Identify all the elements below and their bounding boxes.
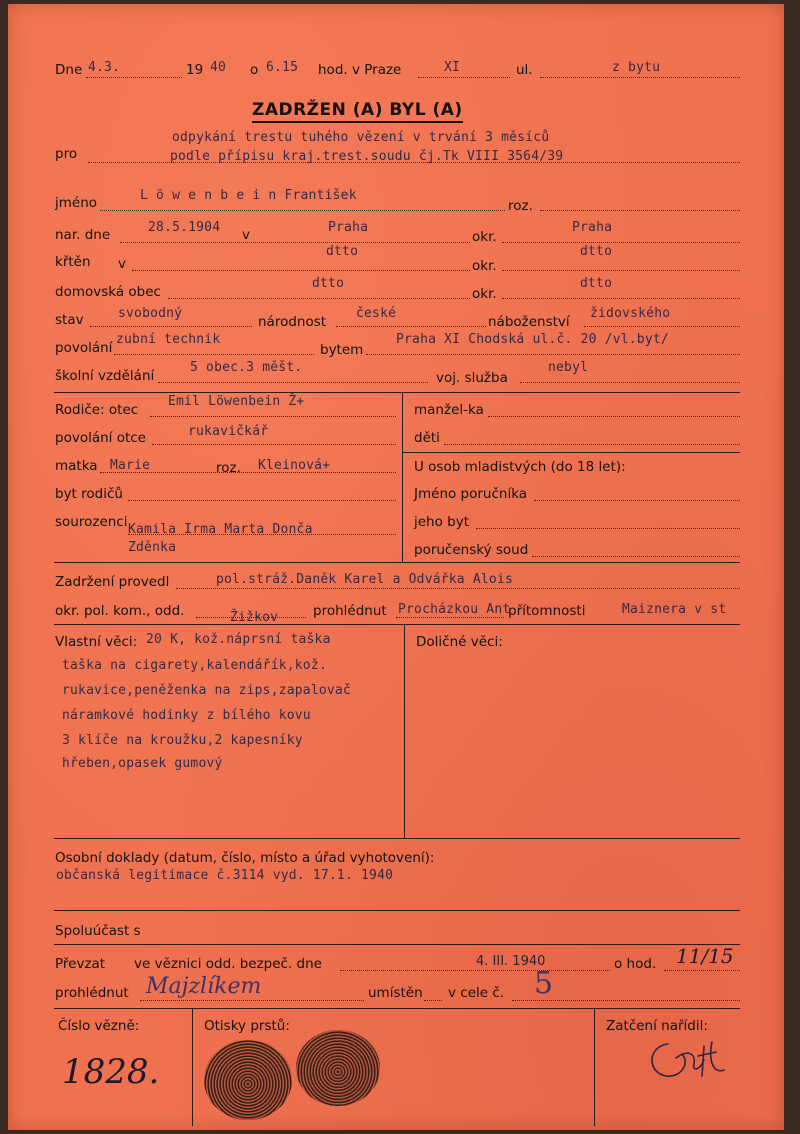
ul-line xyxy=(540,77,740,78)
nar-okr-line xyxy=(502,242,740,243)
povolani-otce-value: rukavičkář xyxy=(188,424,269,439)
umisten-label: umístěn xyxy=(368,985,423,1001)
stav-value: svobodný xyxy=(118,306,183,321)
nar-okr-label: okr. xyxy=(472,229,497,245)
povolani-label: povolání xyxy=(55,340,113,356)
nabozenstvi-line xyxy=(584,326,740,327)
praha-district: XI xyxy=(444,60,461,75)
umisten-line xyxy=(424,1000,442,1001)
cela-value: 5 xyxy=(534,966,554,1001)
hod-v-praze-label: hod. v Praze xyxy=(318,62,402,78)
sourozenci-label: sourozenci xyxy=(55,514,128,530)
sourozenci-line xyxy=(128,534,396,535)
belonging-line-1: 20 K, kož.náprsní taška xyxy=(146,632,331,647)
ul-label: ul. xyxy=(516,62,533,78)
footer-divider-1 xyxy=(192,1008,193,1126)
nar-line xyxy=(120,242,470,243)
o-hod-line xyxy=(664,970,740,971)
spoluucast-label: Spoluúčast s xyxy=(55,923,141,939)
kirten-label: křtěn xyxy=(55,254,91,270)
belongings-bottom-line xyxy=(54,838,740,839)
nar-dne-value: 28.5.1904 xyxy=(148,220,221,235)
record-sheet xyxy=(8,4,784,1130)
year-value: 40 xyxy=(210,60,227,75)
nar-okr-value: Praha xyxy=(572,220,613,235)
o-hod-label: o hod. xyxy=(614,956,657,972)
manzel-line xyxy=(488,416,740,417)
bytem-value: Praha XI Chodská ul.č. 20 /vl.byt/ xyxy=(396,332,669,347)
dne-value: 4.3. xyxy=(88,60,121,75)
signature-mark xyxy=(638,1032,738,1092)
nar-dne-label: nar. dne xyxy=(55,227,111,243)
dolicne-label: Doličné věci: xyxy=(416,634,503,650)
domovska-label: domovská obec xyxy=(55,284,161,300)
pro-label: pro xyxy=(55,146,78,162)
nar-place: Praha xyxy=(328,220,369,235)
vzdelani-value: 5 obec.3 měšt. xyxy=(190,360,303,375)
doklady-bottom-line xyxy=(54,910,740,911)
ul-value: z bytu xyxy=(612,60,661,75)
deti-label: děti xyxy=(414,430,440,446)
voj-line xyxy=(520,382,740,383)
belonging-line-2: taška na cigarety,kalendářík,kož. xyxy=(62,658,327,673)
matka-label: matka xyxy=(55,458,98,474)
matka-line xyxy=(100,472,396,473)
prohlednut2-label: prohlédnut xyxy=(55,985,129,1001)
o-label: o xyxy=(250,62,259,78)
year-prefix: 19 xyxy=(186,62,204,78)
nar-v-label: v xyxy=(242,227,250,243)
spoluucast-line xyxy=(54,944,740,945)
kirten-line xyxy=(132,270,470,271)
belonging-line-6: hřeben,opasek gumový xyxy=(62,756,223,771)
nabozenstvi-value: židovského xyxy=(590,306,671,321)
fingerprint-left xyxy=(204,1040,292,1120)
jmeno-line xyxy=(100,210,505,211)
doklady-label: Osobní doklady (datum, číslo, místo a úřad vyhotovení): xyxy=(55,850,435,866)
belonging-line-3: rukavice,peněženka na zips,zapalovač xyxy=(62,683,351,698)
reason-line2: podle přípisu kraj.trest.soudu čj.Tk VIII 3564/39 xyxy=(170,149,564,164)
district-line xyxy=(418,77,510,78)
provedl-value: pol.stráž.Daněk Karel a Odvářka Alois xyxy=(216,572,513,587)
family-top-line xyxy=(54,392,740,393)
cela-line xyxy=(512,1000,740,1001)
prohlednut-value: Procházkou Ant xyxy=(398,602,511,617)
dne-line xyxy=(86,77,182,78)
otec-line xyxy=(150,416,396,417)
jeho-byt-label: jeho byt xyxy=(414,514,470,530)
stav-label: stav xyxy=(55,312,84,328)
domovska-okr-label: okr. xyxy=(472,286,497,302)
hour-value: 6.15 xyxy=(266,60,299,75)
doklady-value: občanská legitimace č.3114 vyd. 17.1. 1940 xyxy=(56,868,394,883)
belonging-line-4: náramkové hodinky z bílého kovu xyxy=(62,708,311,723)
prohlednut-label: prohlédnut xyxy=(313,603,387,619)
povolani-otce-label: povolání otce xyxy=(55,430,146,446)
manzel-label: manžel-ka xyxy=(414,402,484,418)
okr-pol-label: okr. pol. kom., odd. xyxy=(55,603,185,619)
nabozenstvi-label: náboženství xyxy=(488,314,570,330)
porucnik-line xyxy=(534,500,740,501)
kirten-okr-line xyxy=(502,270,740,271)
provedl-line xyxy=(176,588,740,589)
soud-line xyxy=(532,556,740,557)
bytem-label: bytem xyxy=(320,342,364,358)
domovska-line xyxy=(168,298,470,299)
okr-pol-line xyxy=(196,617,306,618)
rodice-otec-label: Rodiče: otec xyxy=(55,402,139,418)
zatceni-label: Zatčení nařídil: xyxy=(606,1018,708,1034)
narodnost-line xyxy=(336,326,486,327)
otisky-label: Otisky prstů: xyxy=(204,1018,290,1034)
prohlednut-line xyxy=(396,617,504,618)
okr-pol-value: Žižkov xyxy=(230,610,279,625)
byt-rodicu-line xyxy=(128,500,396,501)
family-divider xyxy=(402,392,403,562)
mladistvi-label: U osob mladistvých (do 18 let): xyxy=(414,459,626,475)
povolani-otce-line xyxy=(152,444,396,445)
kirten-v-label: v xyxy=(118,256,126,272)
bytem-line xyxy=(366,354,740,355)
vzdelani-label: školní vzdělání xyxy=(55,368,155,384)
kirten-place: dtto xyxy=(326,244,359,259)
jmeno-label: jméno xyxy=(55,195,98,211)
kirten-okr-value: dtto xyxy=(580,244,613,259)
reason-line1: odpykání trestu tuhého vězení v trvání 3 měsíců xyxy=(172,130,550,145)
cislo-vezne-value: 1828. xyxy=(62,1052,160,1092)
porucnik-label: Jméno poručníka xyxy=(414,486,528,502)
matka-roz-value: Kleinová+ xyxy=(258,458,331,473)
fingerprint-right xyxy=(296,1030,380,1106)
povolani-value: zubní technik xyxy=(116,332,221,347)
prevzat-label: Převzat xyxy=(55,956,106,972)
prohlednut2-line xyxy=(140,1000,364,1001)
footer-top-line xyxy=(54,1008,740,1009)
domovska-okr-value: dtto xyxy=(580,276,613,291)
belongings-top-line xyxy=(54,624,740,625)
sourozenci-line1: Kamila Irma Marta Donča xyxy=(128,522,313,537)
o-hod-value: 11/15 xyxy=(676,944,734,968)
belonging-line-5: 3 klíče na kroužku,2 kapesníky xyxy=(62,733,303,748)
pritomnosti-label: přítomnosti xyxy=(508,603,586,619)
sourozenci-line2: Zděnka xyxy=(128,540,177,555)
narodnost-label: národnost xyxy=(258,314,327,330)
pritomnosti-value: Maiznera v st xyxy=(622,602,727,617)
belongings-divider xyxy=(404,624,405,838)
jmeno-value: L ö w e n b e i n František xyxy=(140,188,357,203)
mladistvi-top-line xyxy=(402,452,740,453)
voj-label: voj. služba xyxy=(436,370,508,386)
v-cele-label: v cele č. xyxy=(448,985,505,1001)
deti-line xyxy=(444,444,740,445)
jeho-byt-line xyxy=(476,528,740,529)
kirten-okr-label: okr. xyxy=(472,258,497,274)
matka-roz-label: roz. xyxy=(216,460,241,476)
narodnost-value: české xyxy=(356,306,397,321)
ve-veznici-label: ve věznici odd. bezpeč. dne xyxy=(134,956,322,972)
domovska-value: dtto xyxy=(312,276,345,291)
vlastni-label: Vlastní věci: xyxy=(55,634,138,650)
voj-value: nebyl xyxy=(548,360,589,375)
povolani-line xyxy=(114,354,314,355)
family-bottom-line xyxy=(54,562,740,563)
prevzat-date-line xyxy=(340,970,610,971)
prevzat-date: 4. III. 1940 xyxy=(476,954,546,969)
roz-label: roz. xyxy=(508,198,533,214)
soud-label: poručenský soud xyxy=(414,542,529,558)
vzdelani-line xyxy=(158,382,428,383)
dne-label: Dne xyxy=(55,62,83,78)
form-title: ZADRŽEN (A) BYL (A) xyxy=(252,100,463,123)
provedl-label: Zadržení provedl xyxy=(55,574,170,590)
roz-line xyxy=(540,210,740,211)
prohlednut2-value: Majzlíkem xyxy=(146,974,262,999)
domovska-okr-line xyxy=(502,298,740,299)
byt-rodicu-label: byt rodičů xyxy=(55,486,123,502)
pro-line xyxy=(88,162,740,163)
footer-divider-2 xyxy=(594,1008,595,1126)
stav-line xyxy=(90,326,252,327)
otec-value: Emil Löwenbein Ž+ xyxy=(168,394,305,409)
matka-value: Marie xyxy=(110,458,151,473)
cislo-vezne-label: Číslo vězně: xyxy=(58,1018,140,1034)
